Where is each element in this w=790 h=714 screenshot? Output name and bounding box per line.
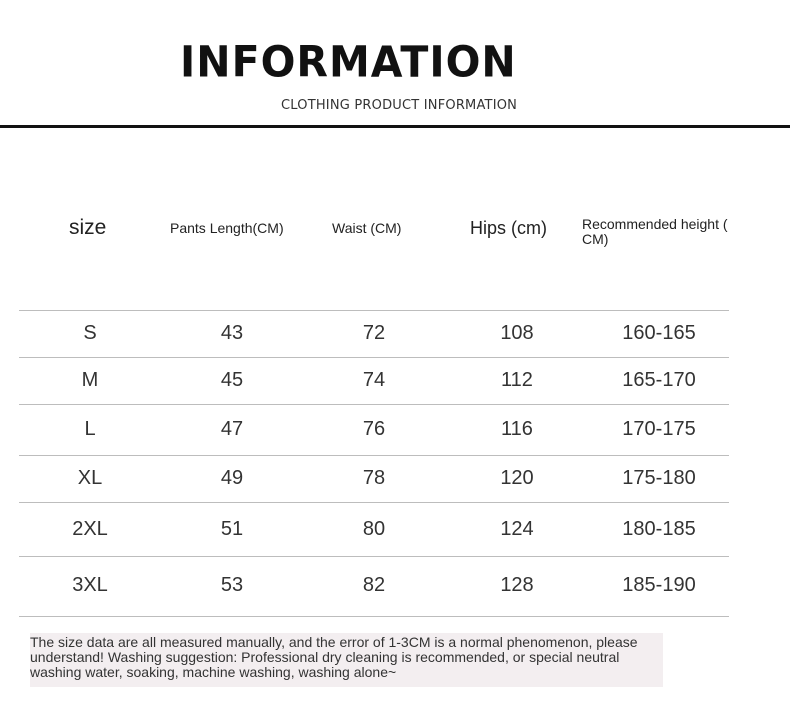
table-cell: XL [77,467,103,489]
column-header-hips: Hips (cm) [470,218,547,238]
table-cell: M [81,369,99,391]
row-divider [19,502,729,503]
table-cell: 3XL [72,574,108,596]
table-cell: S [83,322,97,344]
column-header-waist: Waist (CM) [332,220,402,236]
column-header-recommended-height: Recommended height ( CM) [582,216,728,247]
table-cell: 2XL [72,518,108,540]
column-header-size: size [69,216,107,239]
page-title: INFORMATION [180,36,517,88]
row-divider [19,616,729,617]
column-header-pants-length: Pants Length(CM) [170,220,284,236]
table-cell: 45 [220,369,244,391]
table-cell: 185-190 [622,574,696,596]
table-cell: 165-170 [622,369,696,391]
table-cell: 78 [362,467,386,489]
table-cell: 51 [220,518,244,540]
row-divider [19,357,729,358]
row-divider [19,404,729,405]
table-cell: 72 [362,322,386,344]
table-cell: 128 [500,574,534,596]
page-subtitle: CLOTHING PRODUCT INFORMATION [281,98,518,113]
table-cell: L [84,418,96,440]
header-divider [0,125,790,128]
table-cell: 170-175 [622,418,696,440]
table-cell: 124 [500,518,534,540]
row-divider [19,310,729,311]
table-cell: 49 [220,467,244,489]
table-cell: 175-180 [622,467,696,489]
table-cell: 76 [362,418,386,440]
table-cell: 160-165 [622,322,696,344]
table-cell: 180-185 [622,518,696,540]
table-cell: 80 [362,518,386,540]
table-cell: 116 [501,418,533,440]
measurement-note: The size data are all measured manually, and the error of 1-3CM is a normal phenomenon, please understand! Washing suggestion: Professional dry cleaning is recommended, or special neutral washing water, soaking, machine washing, washing alone~ [30,634,638,680]
row-divider [19,455,729,456]
row-divider [19,556,729,557]
table-cell: 53 [220,574,244,596]
table-cell: 108 [500,322,534,344]
table-cell: 112 [501,369,533,391]
table-cell: 120 [500,467,534,489]
table-cell: 43 [220,322,244,344]
table-cell: 47 [220,418,244,440]
table-cell: 74 [362,369,386,391]
table-cell: 82 [362,574,386,596]
